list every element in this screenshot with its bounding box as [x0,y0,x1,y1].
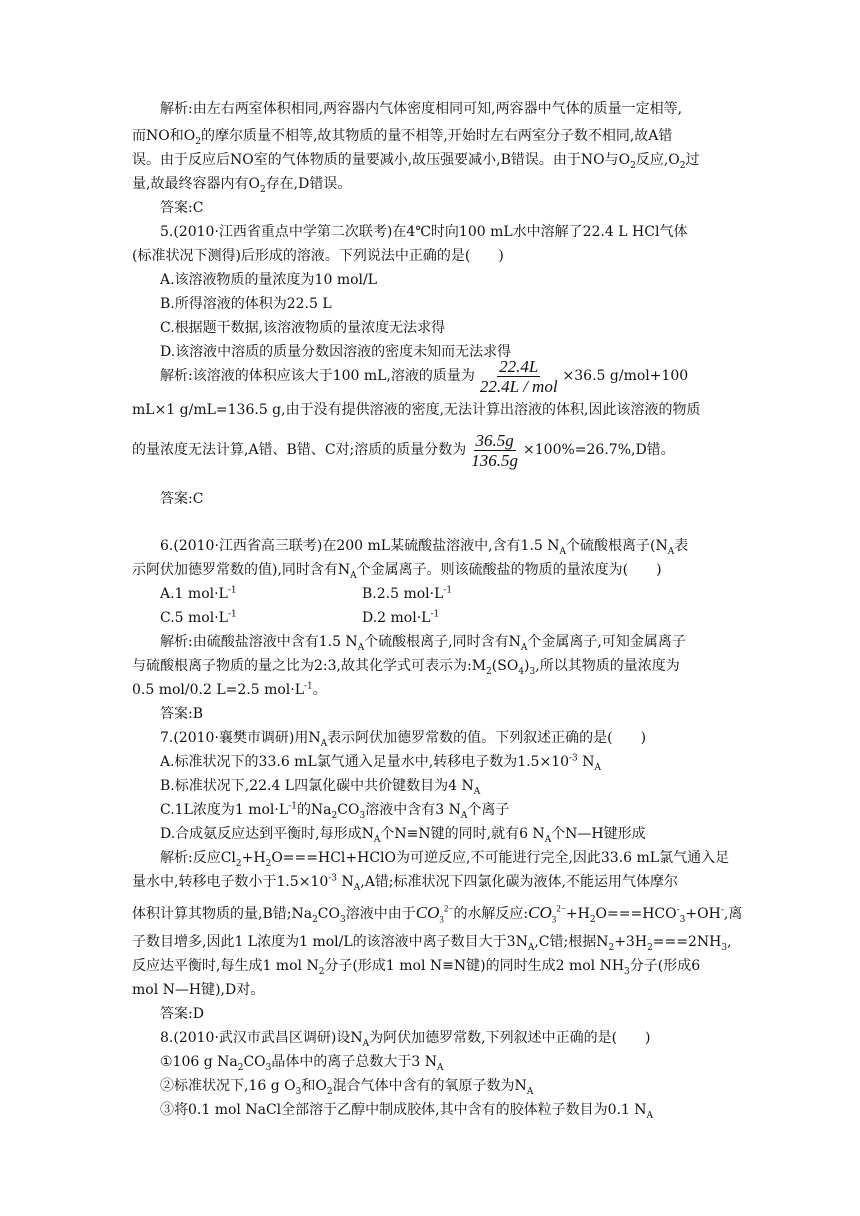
analysis-line: 解析:由左右两室体积相同,两容器内气体密度相同可知,两容器中气体的质量一定相等, [160,101,683,117]
option-b: B.2.5 $mol\cdot L^{-1}$ [362,585,453,602]
fraction-formula: $\frac{36.5g}{136.5g}$ [471,430,519,470]
text-line: 量,故最终容器内有$O_2$存在,D错误。 [132,176,352,195]
option-d: D.合成氨反应达到平衡时,每形成$N_A$个N≡N键的同时,就有6 $N_A$个N—H键形成 [160,826,646,845]
answer-line: 答案:B [160,706,204,722]
text-line: mL×1 g/mL=136.5 g,由于没有提供溶液的密度,无法计算出溶液的体积,因此该溶液的物质 [132,402,701,418]
answer-line: 答案:C [160,491,204,507]
option-d: D.该溶液中溶质的质量分数因溶液的密度未知而无法求得 [160,344,512,360]
question-6-stem: 示阿伏加德罗常数的值),同时含有$N_A$个金属离子。则该硫酸盐的物质的量浓度为( ) [132,562,662,581]
statement-1: ①106 g $Na_2CO_3$晶体中的离子总数大于3 $N_A$ [160,1054,444,1073]
option-b: B.所得溶液的体积为22.5 L [160,296,332,312]
question-7-stem: 7.(2010·襄樊市调研)用$N_A$表示阿伏加德罗常数的值。下列叙述正确的是( ) [160,730,647,749]
question-5-stem: (标准状况下测得)后形成的溶液。下列说法中正确的是( ) [132,248,504,264]
fraction-formula: $\frac{22.4L}{\text{22.4L / mol}}$ [479,356,558,396]
text-line: 误。由于反应后NO室的气体物质的量要减小,故压强要减小,B错误。由于NO与$O_2$反应$,O_2$过 [132,152,700,171]
option-c: C.根据题干数据,该溶液物质的量浓度无法求得 [160,320,446,336]
question-8-stem: 8.(2010·武汉市武昌区调研)设$N_A$为阿伏加德罗常数,下列叙述中正确的是( ) [160,1030,651,1049]
option-a: A.1 $mol\cdot L^{-1}$ [160,585,237,602]
statement-2: ②标准状况下,16 g $O_3$和$O_2$混合气体中含有的氧原子数为$N_A$ [160,1078,534,1097]
text-line: 而NO和$O_2$的摩尔质量不相等,故其物质的量不相等,开始时左右两室分子数不相同,故A错 [132,128,673,147]
option-d: D.2 $mol\cdot L^{-1}$ [362,609,440,626]
answer-line: 答案:D [160,1006,204,1022]
option-b: B.标准状况下,22.4 L四氯化碳中共价键数目为4 $N_A$ [160,778,481,797]
statement-3: ③将0.1 mol NaCl全部溶于乙醇中制成胶体,其中含有的胶体粒子数目为0.1 $N_A$ [160,1102,654,1121]
analysis-line: 解析:反应$Cl_2+H_2O===HCl+HClO$为可逆反应,不可能进行完全,因此33.6 mL氯气通入足 [160,850,730,869]
text-line: 与硫酸根离子物质的量之比为2:3,故其化学式可表示为$:M_2(SO_4)_3$,所以其物质的量浓度为 [132,658,680,677]
option-a: A.该溶液物质的量浓度为10 mol/L [160,272,378,288]
carbonate-ion-formula: $CO_3^{2-}$ [415,903,454,925]
question-5-stem: 5.(2010·江西省重点中学第二次联考)在4℃时向100 mL水中溶解了22.4 L HCl气体 [160,224,688,240]
carbonate-ion-formula: $CO_3^{2-}$ [528,903,566,925]
option-c: C.5 $mol\cdot L^{-1}$ [160,609,237,626]
text-line: mol N—H键),D对。 [132,982,265,998]
text-line: 0.5 mol/0.2 L=2.5 $mol\cdot L^{-1}$。 [132,681,327,698]
text-line: 反应达平衡时,每生成1 mol $N_2$分子(形成1 mol N≡N键)的同时生成2 mol $NH_3$分子(形成6 [132,958,701,977]
text-line: 子数目增多,因此1 L浓度为1 mol/L的该溶液中离子数目大于$3N_A,C$错;根据$N_2+3H_2===2NH_3$, [132,934,732,953]
analysis-line: 解析:由硫酸盐溶液中含有1.5 $N_A$个硫酸根离子,同时含有$N_A$个金属离子,可知金属离子 [160,634,686,653]
text-line: 的量浓度无法计算,A错、B错、C对;溶质的质量分数为 $\frac{36.5g}{136.5g}$ ×100%=26.7%,D错。 [132,430,675,470]
option-c: C.1L浓度为1 $mol\cdot L^{-1}$的$Na_2CO_3$溶液中含有3 $N_A$个离子 [160,801,510,821]
text-line: 量水中,转移电子数小于$1.5\times 10^{-3}$ $N_A,A$错;标准状况下四氯化碳为液体,不能运用气体摩尔 [132,873,678,893]
answer-line: 答案:C [160,200,204,216]
question-6-stem: 6.(2010·江西省高三联考)在200 mL某硫酸盐溶液中,含有1.5 $N_A$个硫酸根离子($N_A$表 [160,538,689,557]
analysis-line: 解析:该溶液的体积应该大于100 mL,溶液的质量为 $\frac{22.4L}{\text{22.4L / mol}}$ ×36.5 g/mol+100 [160,356,689,396]
option-a: A.标准状况下的33.6 mL氯气通入足量水中,转移电子数为$1.5\times 10^{-3}$ $N_A$ [160,753,601,773]
text-line: 体积计算其物质的量,B错$;Na_2CO_3$溶液中由于$CO_3^{2-}$的水解反应$:CO_3^{2-}+H_2O===HCO^-_3+OH^-$,离 [132,903,743,925]
